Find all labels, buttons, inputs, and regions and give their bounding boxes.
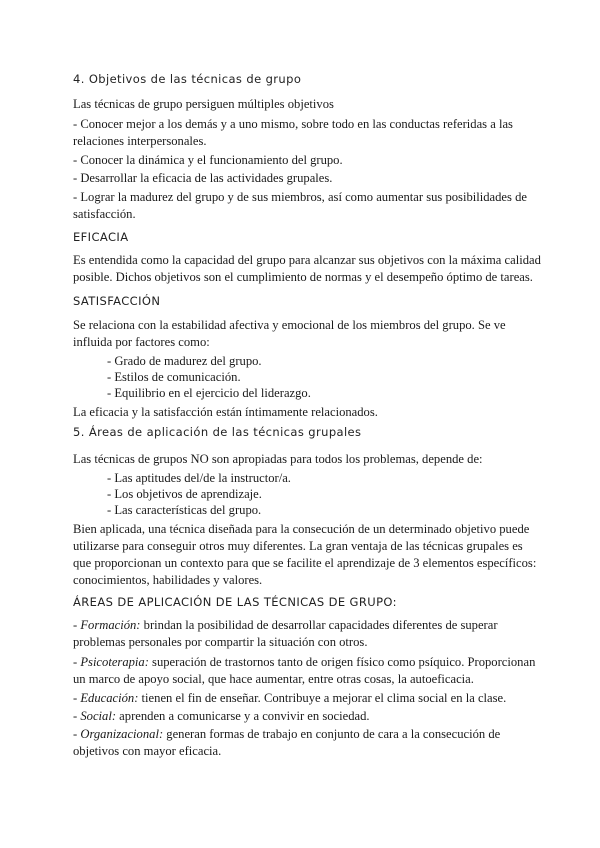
eficacia-heading: EFICACIA [73, 230, 129, 244]
areas-heading: ÁREAS DE APLICACIÓN DE LAS TÉCNICAS DE GRUPO: [73, 595, 397, 609]
section-4-heading: 4. Objetivos de las técnicas de grupo [73, 72, 302, 86]
depends-item: - Los objetivos de aprendizaje. [107, 487, 262, 501]
area-item: - Educación: tienen el fin de enseñar. Contribuye a mejorar el clima social en la clase. [73, 691, 507, 705]
area-term: Formación: [80, 618, 141, 632]
area-term: Organizacional: [80, 727, 164, 741]
objective-item: - Lograr la madurez del grupo y de sus miembros, así como aumentar sus posibilidades de satisfacción. [73, 190, 527, 221]
eficacia-text: Es entendida como la capacidad del grupo para alcanzar sus objetivos con la máxima calidad posible. Dichos objetivos son el cumplimiento de normas y el desempeño óptimo de tareas. [73, 253, 541, 284]
objective-item: - Desarrollar la eficacia de las actividades grupales. [73, 171, 333, 185]
objective-item: - Conocer mejor a los demás y a uno mismo, sobre todo en las conductas referidas a las relaciones interpersonales. [73, 117, 513, 148]
section-5-intro: Las técnicas de grupos NO son apropiadas para todos los problemas, depende de: [73, 452, 483, 466]
objective-item: - Conocer la dinámica y el funcionamiento del grupo. [73, 153, 343, 167]
section-5-heading: 5. Áreas de aplicación de las técnicas grupales [73, 425, 362, 439]
area-term: Psicoterapia: [80, 655, 149, 669]
satisfaccion-heading: SATISFACCIÓN [73, 294, 161, 308]
area-term: Social: [80, 709, 117, 723]
section-4-intro: Las técnicas de grupo persiguen múltiples objetivos [73, 97, 334, 111]
area-term: Educación: [80, 691, 139, 705]
satisfaccion-closing: La eficacia y la satisfacción están íntimamente relacionados. [73, 405, 378, 419]
factor-item: - Grado de madurez del grupo. [107, 354, 262, 368]
section-5-paragraph: Bien aplicada, una técnica diseñada para la consecución de un determinado objetivo puede utilizarse para conseguir otros muy diferentes. La gran ventaja de las técnicas grupales es que proporcionan un contexto para que se facilite el aprendizaje de 3 elementos específicos: conocimientos, habilidades y valores. [73, 522, 537, 587]
area-item: - Organizacional: generan formas de trabajo en conjunto de cara a la consecución de objetivos con mayor eficacia. [73, 727, 501, 758]
depends-item: - Las aptitudes del/de la instructor/a. [107, 471, 291, 485]
depends-item: - Las características del grupo. [107, 503, 262, 517]
factor-item: - Estilos de comunicación. [107, 370, 241, 384]
factor-item: - Equilibrio en el ejercicio del liderazgo. [107, 386, 311, 400]
area-item: - Social: aprenden a comunicarse y a convivir en sociedad. [73, 709, 370, 723]
area-item: - Psicoterapia: superación de trastornos tanto de origen físico como psíquico. Proporcionan un marco de apoyo social, que hace aumentar, entre otras cosas, la autoeficacia. [73, 655, 536, 686]
satisfaccion-text: Se relaciona con la estabilidad afectiva y emocional de los miembros del grupo. Se ve influida por factores como: [73, 318, 506, 349]
area-item: - Formación: brindan la posibilidad de desarrollar capacidades diferentes de superar problemas personales por compartir la situación con otros. [73, 618, 498, 649]
